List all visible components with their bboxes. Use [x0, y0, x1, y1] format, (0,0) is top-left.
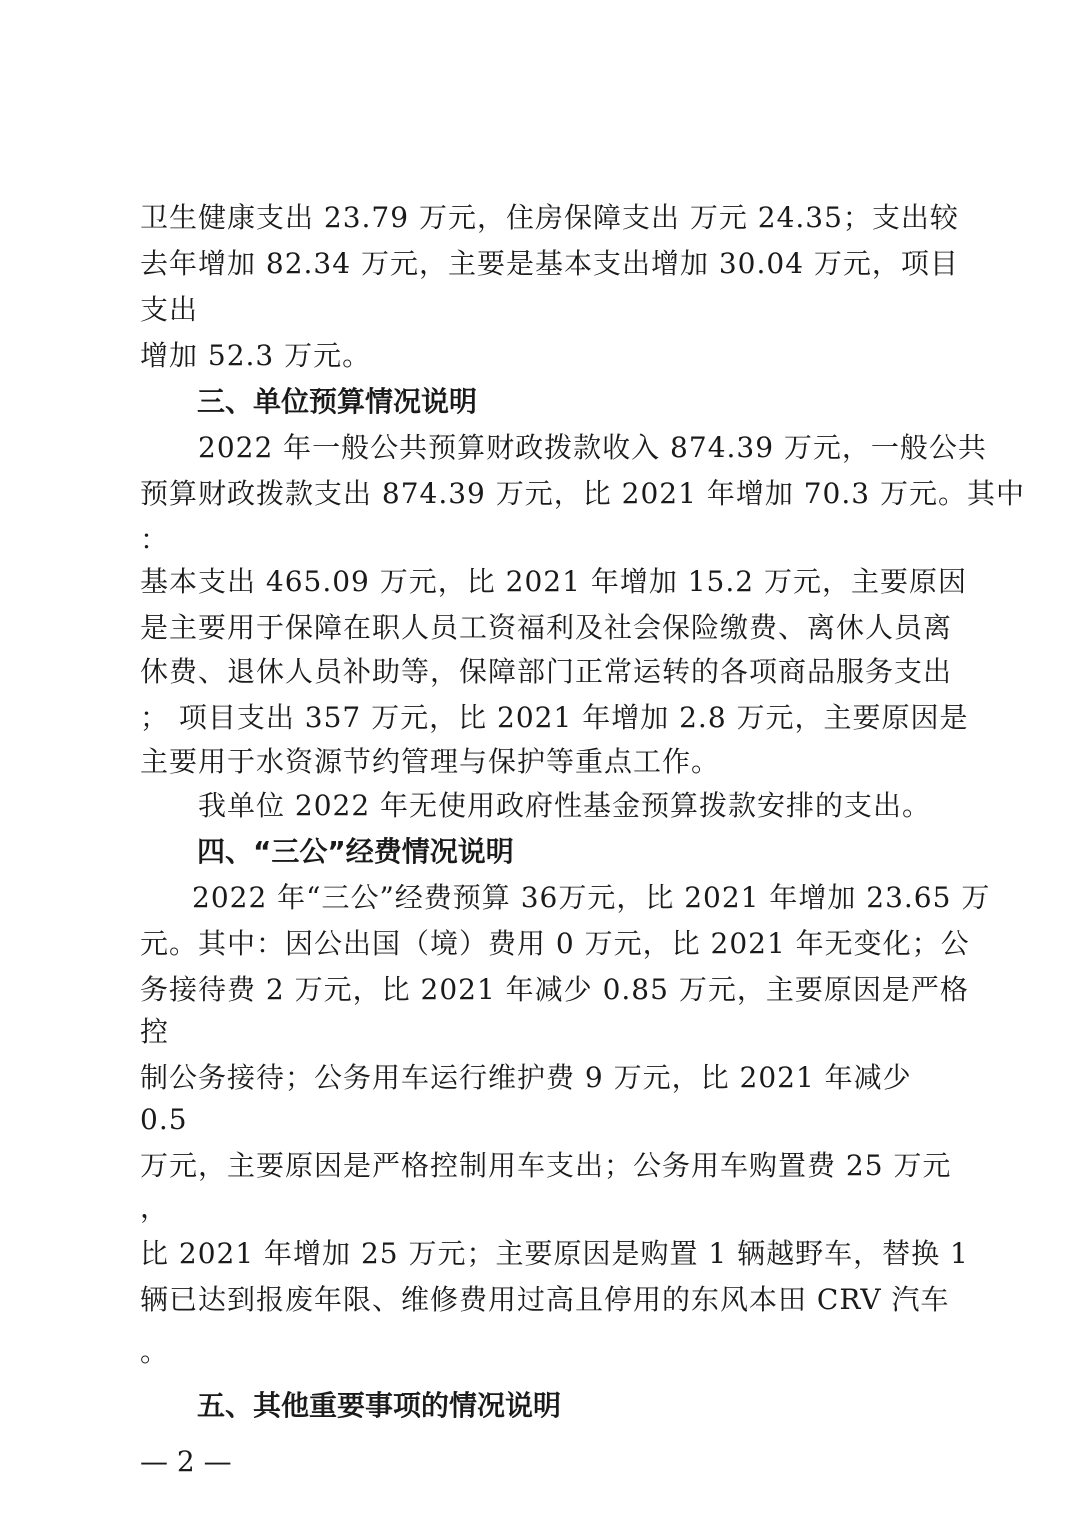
body-line: 2022 年一般公共预算财政拨款收入 874.39 万元，一般公共	[198, 431, 987, 464]
body-line: 务接待费 2 万元，比 2021 年减少 0.85 万元，主要原因是严格	[140, 973, 969, 1006]
body-line: 去年增加 82.34 万元，主要是基本支出增加 30.04 万元，项目	[140, 247, 959, 280]
body-line: 主要用于水资源节约管理与保护等重点工作。	[140, 745, 721, 778]
body-line: 卫生健康支出 23.79 万元，住房保障支出 万元 24.35；支出较	[140, 201, 959, 234]
section-heading-4: 四、“三公”经费情况说明	[197, 835, 514, 868]
body-line: 控	[140, 1015, 170, 1048]
page-number: — 2 —	[140, 1445, 232, 1478]
body-line: ：	[140, 523, 170, 556]
body-line: 制公务接待；公务用车运行维护费 9 万元，比 2021 年减少	[140, 1061, 912, 1094]
body-line: 支出	[140, 293, 199, 326]
body-line: 2022 年“三公”经费预算 36万元，比 2021 年增加 23.65 万	[192, 881, 991, 914]
body-line: 0.5	[140, 1103, 188, 1136]
body-line: 增加 52.3 万元。	[140, 339, 372, 372]
body-line: 基本支出 465.09 万元，比 2021 年增加 15.2 万元，主要原因	[140, 565, 967, 598]
body-line: 预算财政拨款支出 874.39 万元，比 2021 年增加 70.3 万元。其中	[140, 477, 1025, 510]
body-line: 比 2021 年增加 25 万元；主要原因是购置 1 辆越野车，替换 1	[140, 1237, 969, 1270]
body-line: 辆已达到报废年限、维修费用过高且停用的东风本田 CRV 汽车	[140, 1283, 950, 1316]
body-line: ，	[140, 1191, 170, 1224]
body-line: 我单位 2022 年无使用政府性基金预算拨款安排的支出。	[198, 789, 932, 822]
body-line: 。	[140, 1335, 170, 1368]
body-line: 休费、退休人员补助等，保障部门正常运转的各项商品服务支出	[140, 655, 953, 688]
body-line: 元。其中：因公出国（境）费用 0 万元，比 2021 年无变化；公	[140, 927, 970, 960]
body-line: ； 项目支出 357 万元，比 2021 年增加 2.8 万元，主要原因是	[140, 701, 969, 734]
section-heading-3: 三、单位预算情况说明	[197, 385, 478, 418]
body-line: 万元，主要原因是严格控制用车支出；公务用车购置费 25 万元	[140, 1149, 952, 1182]
section-heading-5: 五、其他重要事项的情况说明	[197, 1389, 562, 1422]
body-line: 是主要用于保障在职人员工资福利及社会保险缴费、离休人员离	[140, 611, 953, 644]
